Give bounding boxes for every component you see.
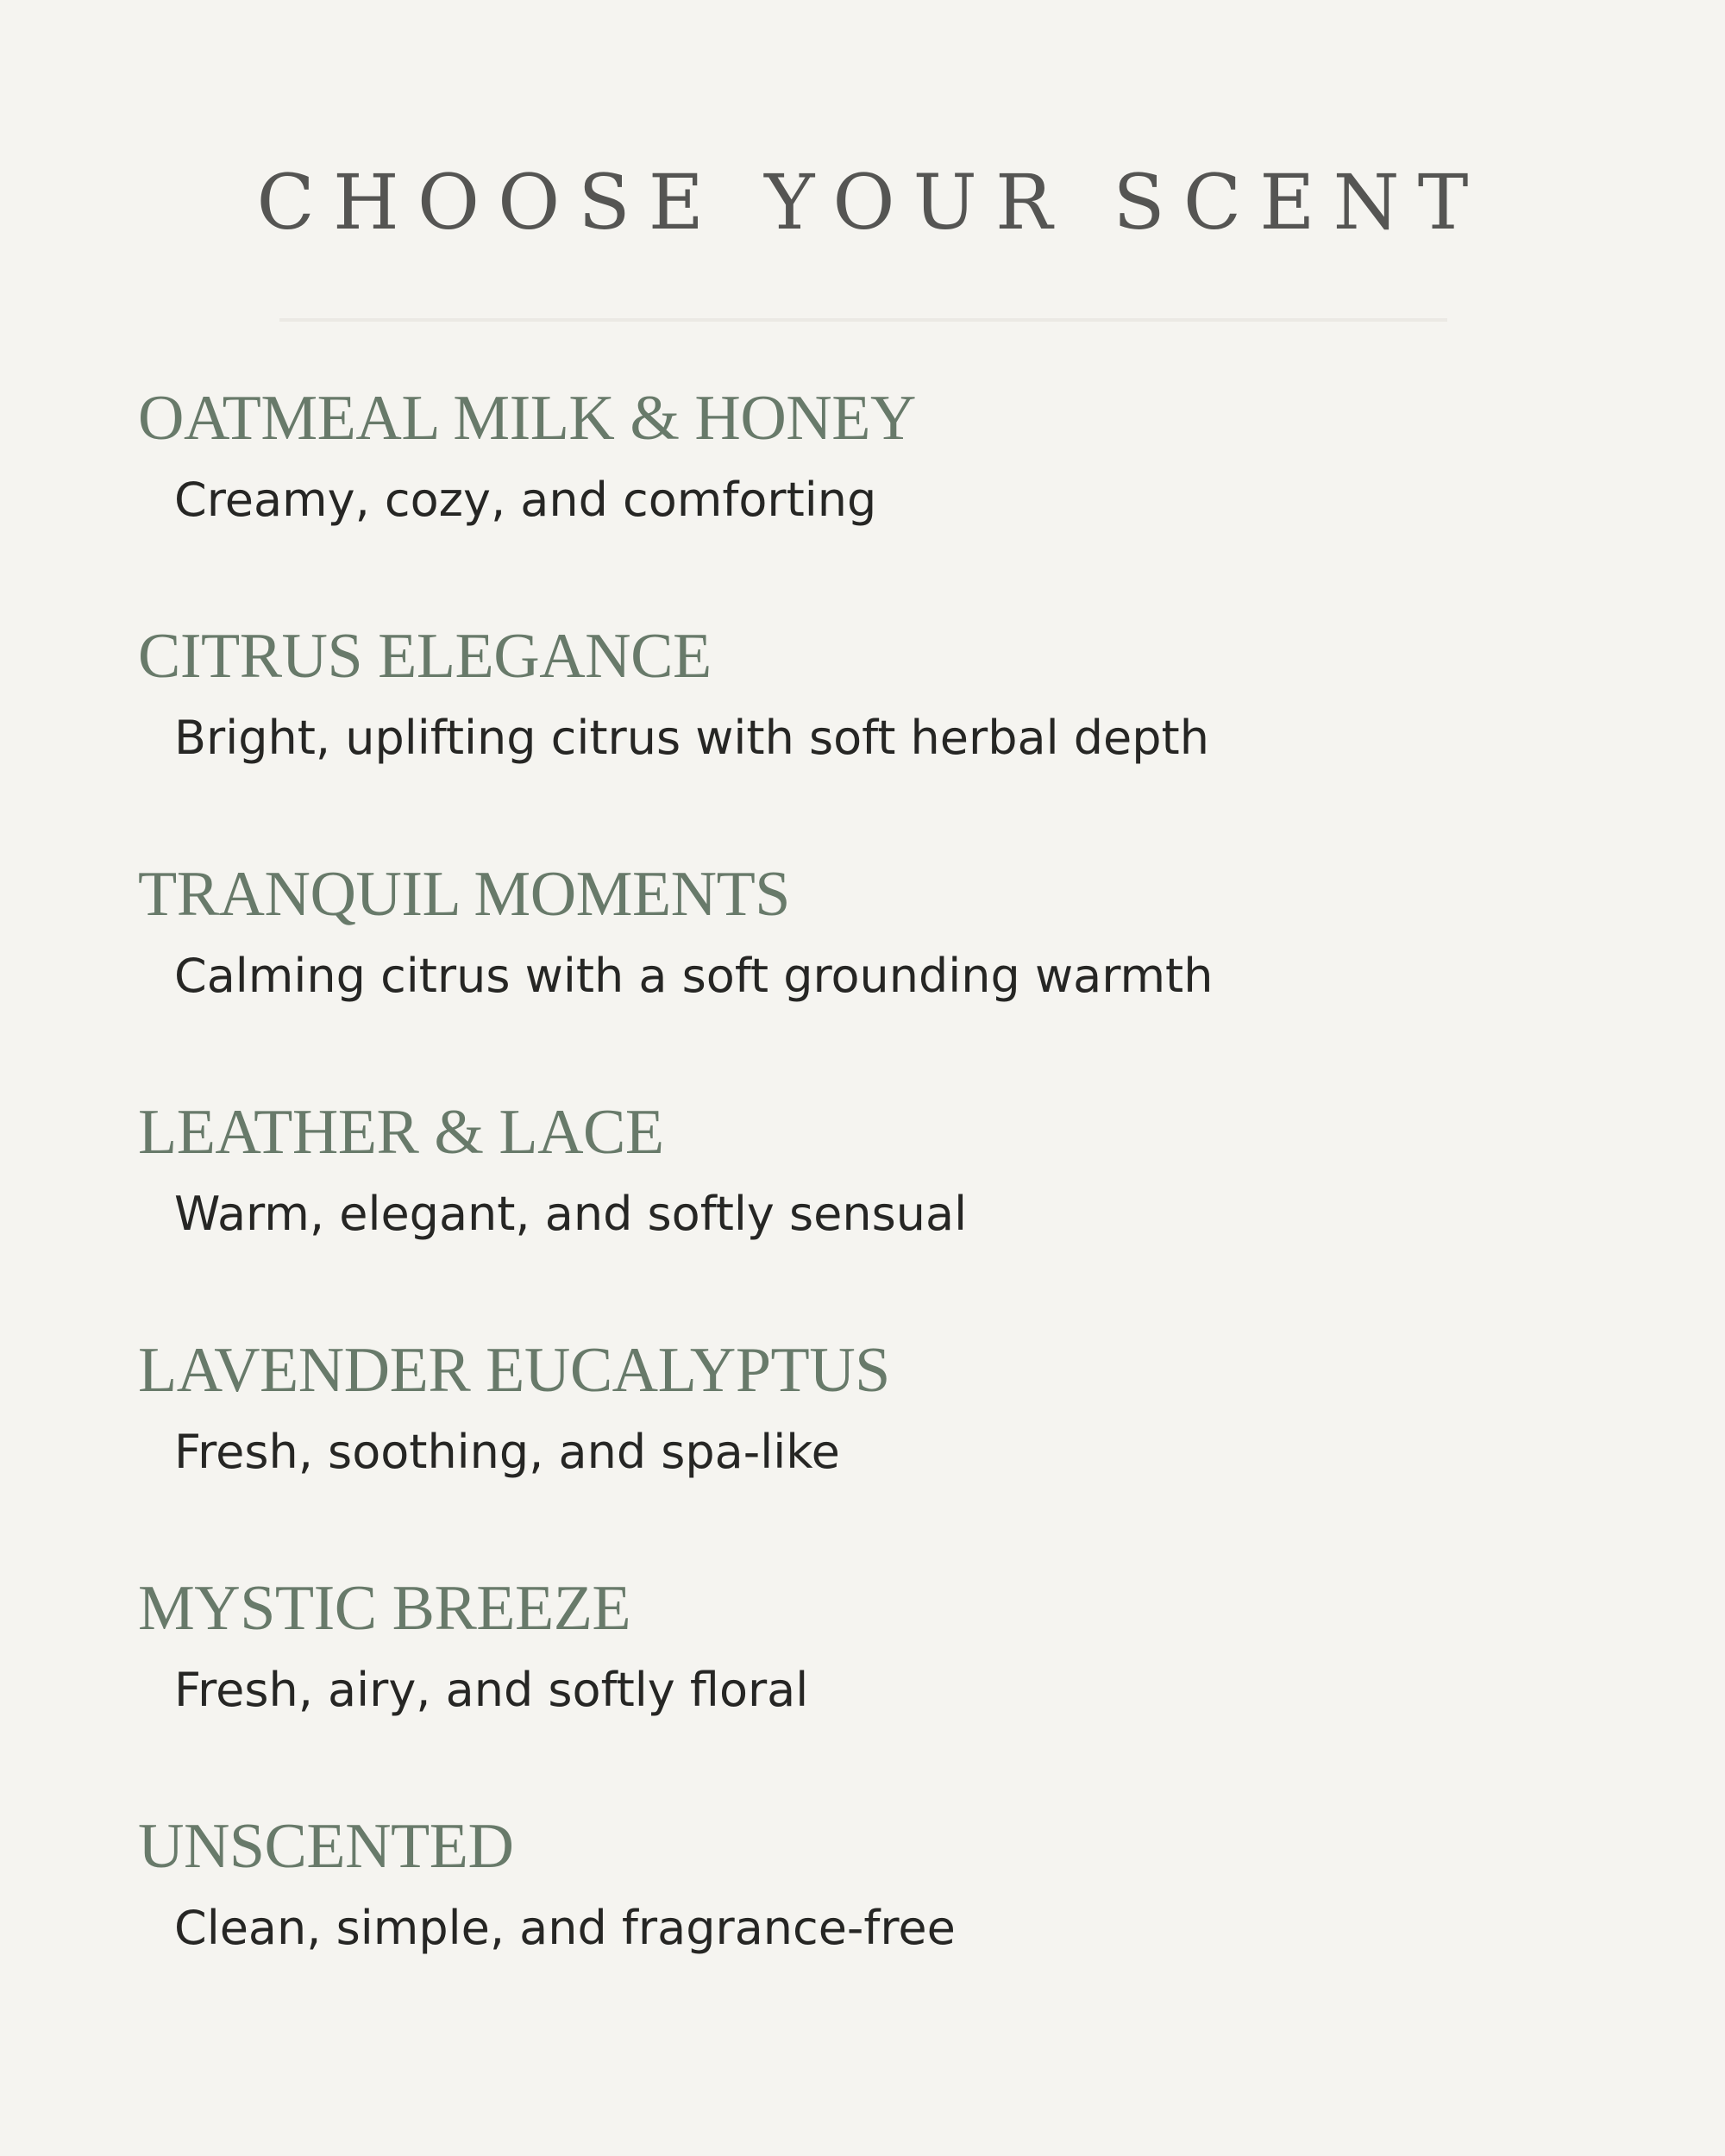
scent-item-citrus-elegance xyxy=(0,617,1725,856)
scent-description: Warm, elegant, and softly sensual xyxy=(174,1187,968,1241)
scent-name: CITRUS ELEGANCE xyxy=(138,621,712,692)
scent-description: Fresh, airy, and softly floral xyxy=(174,1663,809,1717)
scent-item-oatmeal-milk-honey xyxy=(0,379,1725,617)
scent-name: OATMEAL MILK & HONEY xyxy=(138,383,916,454)
scent-description: Fresh, soothing, and spa-like xyxy=(174,1425,840,1479)
scent-description: Clean, simple, and fragrance-free xyxy=(174,1901,956,1955)
scent-item-lavender-eucalyptus xyxy=(0,1332,1725,1570)
scent-item-mystic-breeze xyxy=(0,1570,1725,1808)
title-divider xyxy=(279,318,1447,322)
scent-item-leather-lace xyxy=(0,1094,1725,1332)
scent-name: LAVENDER EUCALYPTUS xyxy=(138,1335,890,1406)
scent-description: Calming citrus with a soft grounding warmth xyxy=(174,949,1214,1003)
scent-description: Creamy, cozy, and comforting xyxy=(174,473,877,527)
scent-description: Bright, uplifting citrus with soft herbal depth xyxy=(174,711,1209,765)
scent-name: UNSCENTED xyxy=(138,1811,514,1882)
scent-list xyxy=(0,379,1725,2046)
scent-item-unscented xyxy=(0,1808,1725,2046)
scent-item-tranquil-moments xyxy=(0,856,1725,1094)
scent-name: TRANQUIL MOMENTS xyxy=(138,859,790,930)
page-title: CHOOSE YOUR SCENT xyxy=(256,158,1487,247)
scent-name: LEATHER & LACE xyxy=(138,1097,664,1168)
scent-name: MYSTIC BREEZE xyxy=(138,1573,631,1644)
